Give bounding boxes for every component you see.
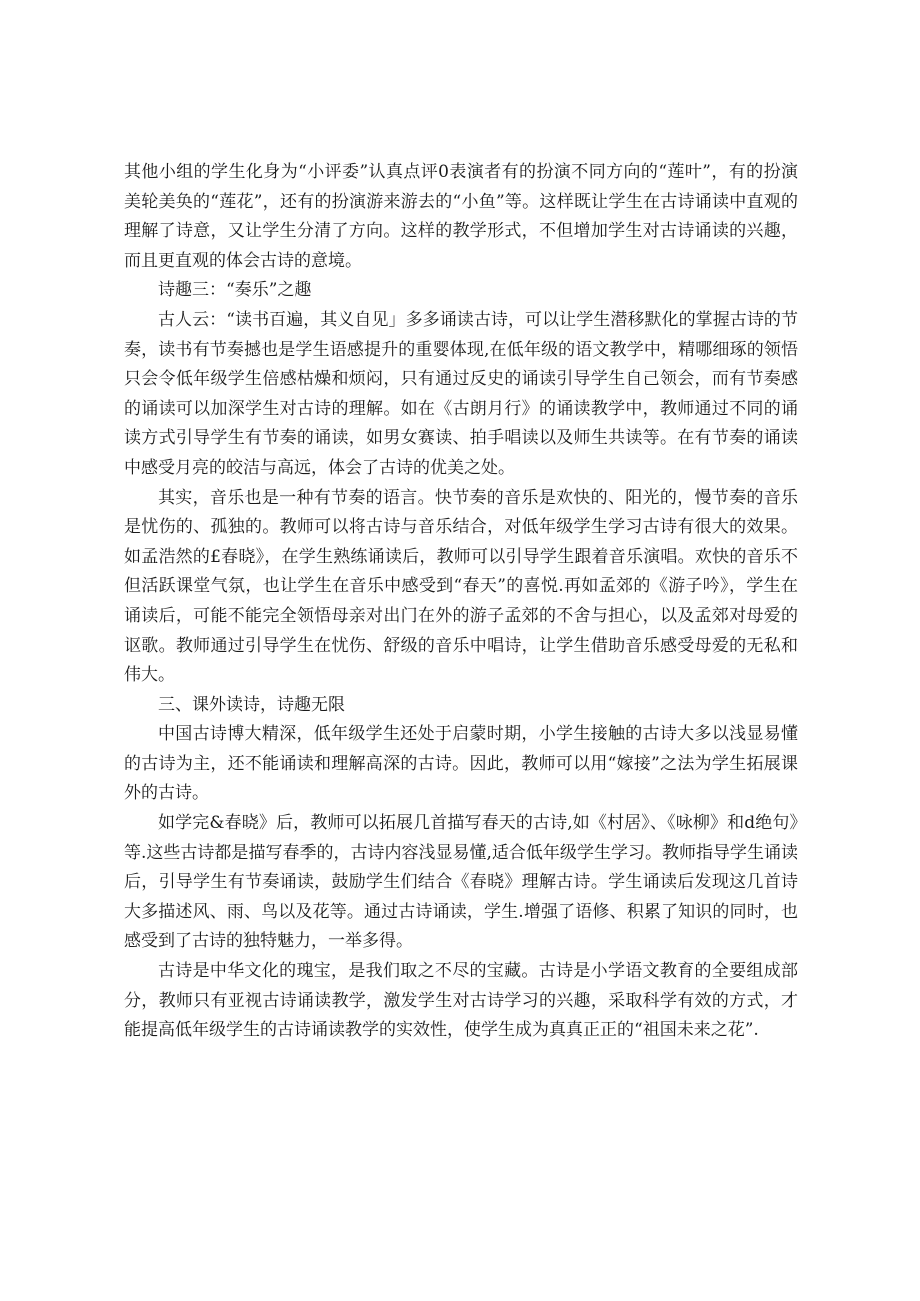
section-heading-extracurricular: 三、课外读诗，诗趣无限 bbox=[158, 694, 345, 715]
document-page bbox=[124, 158, 798, 1046]
paragraph-spring-poems: 如学完&春晓》后，教师可以拓展几首描写春天的古诗,如《村居》、《咏柳》和d绝句》等.这些古诗都是描写春季的，古诗内容浅显易懂,适合低年级学生学习。教师指导学生诵读后，引导学生有节奏诵读，鼓励学生们结合《春晓》理解古诗。学生诵读后发现这几首诗大多描述风、雨、鸟以及花等。通过古诗诵读，学生.增强了语修、积累了知识的同时，也感受到了古诗的独特魅力，一举多得。 bbox=[124, 813, 798, 952]
paragraph-music: 其实，音乐也是一种有节奏的语言。快节奏的音乐是欢快的、阳光的，慢节奏的音乐是忧伤的、孤独的。教师可以将古诗与音乐结合，对低年级学生学习古诗有很大的效果。如孟浩然的£春晓》，在学生熟练诵读后，教师可以引导学生跟着音乐演唱。欢快的音乐不但活跃课堂气氛，也让学生在音乐中感受到“春天”的喜悦.再如孟郊的《游子吟》，学生在诵读后，可能不能完全领悟母亲对出门在外的游子孟郊的不舍与担心，以及孟郊对母爱的讴歌。教师通过引导学生在忧伤、舒级的音乐中唱诗，让学生借助音乐感受母爱的无私和伟大。 bbox=[124, 487, 798, 686]
section-heading-poem-fun-three: 诗趣三：“奏乐”之趣 bbox=[158, 280, 312, 301]
paragraph-conclusion: 古诗是中华文化的瑰宝，是我们取之不尽的宝藏。古诗是小学语文教育的全要组成部分，教师只有亚视古诗诵读教学，激发学生对古诗学习的兴趣，采取科学有效的方式，才能提高低年级学生的古诗诵读教学的实效性，使学生成为真真正正的“祖国未来之花”. bbox=[124, 961, 798, 1041]
paragraph-continuation: 其他小组的学生化身为“小评委”认真点评0表演者有的扮演不同方向的“莲叶”，有的扮演美轮美奂的“莲花”，还有的扮演游来游去的“小鱼”等。这样既让学生在古诗诵读中直观的理解了诗意，又让学生分清了方向。这样的教学形式，不但增加学生对古诗诵读的兴趣，而且更直观的体会古诗的意境。 bbox=[124, 162, 798, 271]
paragraph-chinese-poetry: 中国古诗博大精深，低年级学生还处于启蒙时期，小学生接触的古诗大多以浅显易懂的古诗为主，还不能诵读和理解高深的古诗。因此，教师可以用“嫁接”之法为学生拓展课外的古诗。 bbox=[124, 724, 798, 804]
paragraph-rhythm-reading: 古人云：“读书百遍，其义自见」多多诵读古诗，可以让学生潜移默化的掌握古诗的节奏，读书有节奏撼也是学生语感提升的重婴体现,在低年级的语文教学中，精哪细琢的领悟只会令低年级学生倍感枯燥和烦闷，只有通过反史的诵读引导学生自己领会，而有节奏感的诵读可以加深学生对古诗的理解。如在《古朗月行》的诵读教学中，教师通过不同的诵读方式引导学生有节奏的诵读，如男女赛读、拍手唱读以及师生共读等。在有节奏的诵读中感受月亮的皎洁与高远，体会了古诗的优美之处。 bbox=[124, 309, 798, 478]
